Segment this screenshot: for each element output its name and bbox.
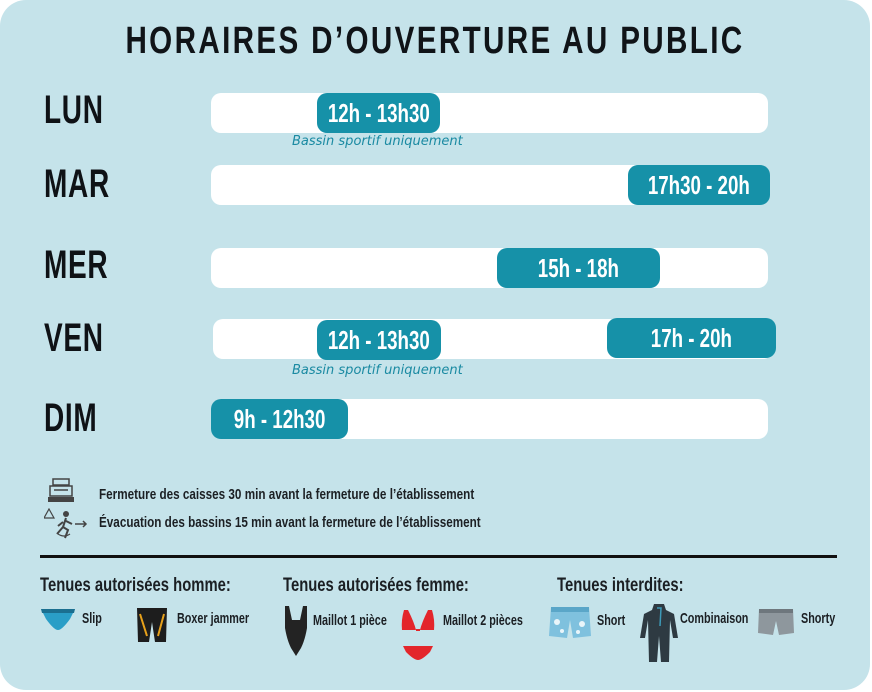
time-slot: 12h - 13h30	[317, 93, 440, 133]
shorty-icon	[757, 607, 795, 637]
info-text-evacuation: Évacuation des bassins 15 min avant la fermeture de l’établissement	[99, 514, 481, 531]
item-label-boxer-jammer: Boxer jammer	[177, 610, 250, 627]
item-label-shorty: Shorty	[801, 610, 836, 627]
board-short-icon	[548, 604, 592, 640]
day-label-lun: LUN	[44, 88, 104, 132]
section-women-heading: Tenues autorisées femme:	[283, 575, 469, 596]
section-men-heading: Tenues autorisées homme:	[40, 575, 231, 596]
item-label-short: Short	[597, 612, 626, 629]
wetsuit-icon	[639, 602, 679, 664]
time-slot: 17h30 - 20h	[628, 165, 770, 205]
item-label-combinaison: Combinaison	[680, 610, 749, 627]
item-label-slip: Slip	[82, 610, 102, 627]
day-track-mer	[211, 248, 768, 288]
item-label-bikini: Maillot 2 pièces	[443, 612, 523, 629]
section-forbidden-heading: Tenues interdites:	[557, 575, 684, 596]
bikini-icon	[400, 606, 436, 664]
page-title: HORAIRES D’OUVERTURE AU PUBLIC	[125, 20, 745, 62]
one-piece-swimsuit-icon	[281, 604, 311, 658]
time-slot: 12h - 13h30	[317, 320, 441, 360]
divider	[40, 555, 837, 558]
day-label-ven: VEN	[44, 316, 104, 360]
time-slot: 9h - 12h30	[211, 399, 348, 439]
slot-note: Bassin sportif uniquement	[292, 134, 463, 149]
evacuation-icon	[44, 508, 90, 540]
swim-brief-icon	[40, 606, 76, 632]
day-label-mer: MER	[44, 243, 109, 287]
info-text-cash: Fermeture des caisses 30 min avant la fermeture de l’établissement	[99, 486, 475, 503]
day-label-mar: MAR	[44, 162, 110, 206]
item-label-one-piece: Maillot 1 pièce	[313, 612, 387, 629]
jammer-icon	[135, 606, 169, 644]
cash-register-icon	[47, 478, 75, 504]
day-track-lun	[211, 93, 768, 133]
slot-note: Bassin sportif uniquement	[292, 363, 463, 378]
time-slot: 17h - 20h	[607, 318, 776, 358]
time-slot: 15h - 18h	[497, 248, 660, 288]
day-label-dim: DIM	[44, 396, 98, 440]
